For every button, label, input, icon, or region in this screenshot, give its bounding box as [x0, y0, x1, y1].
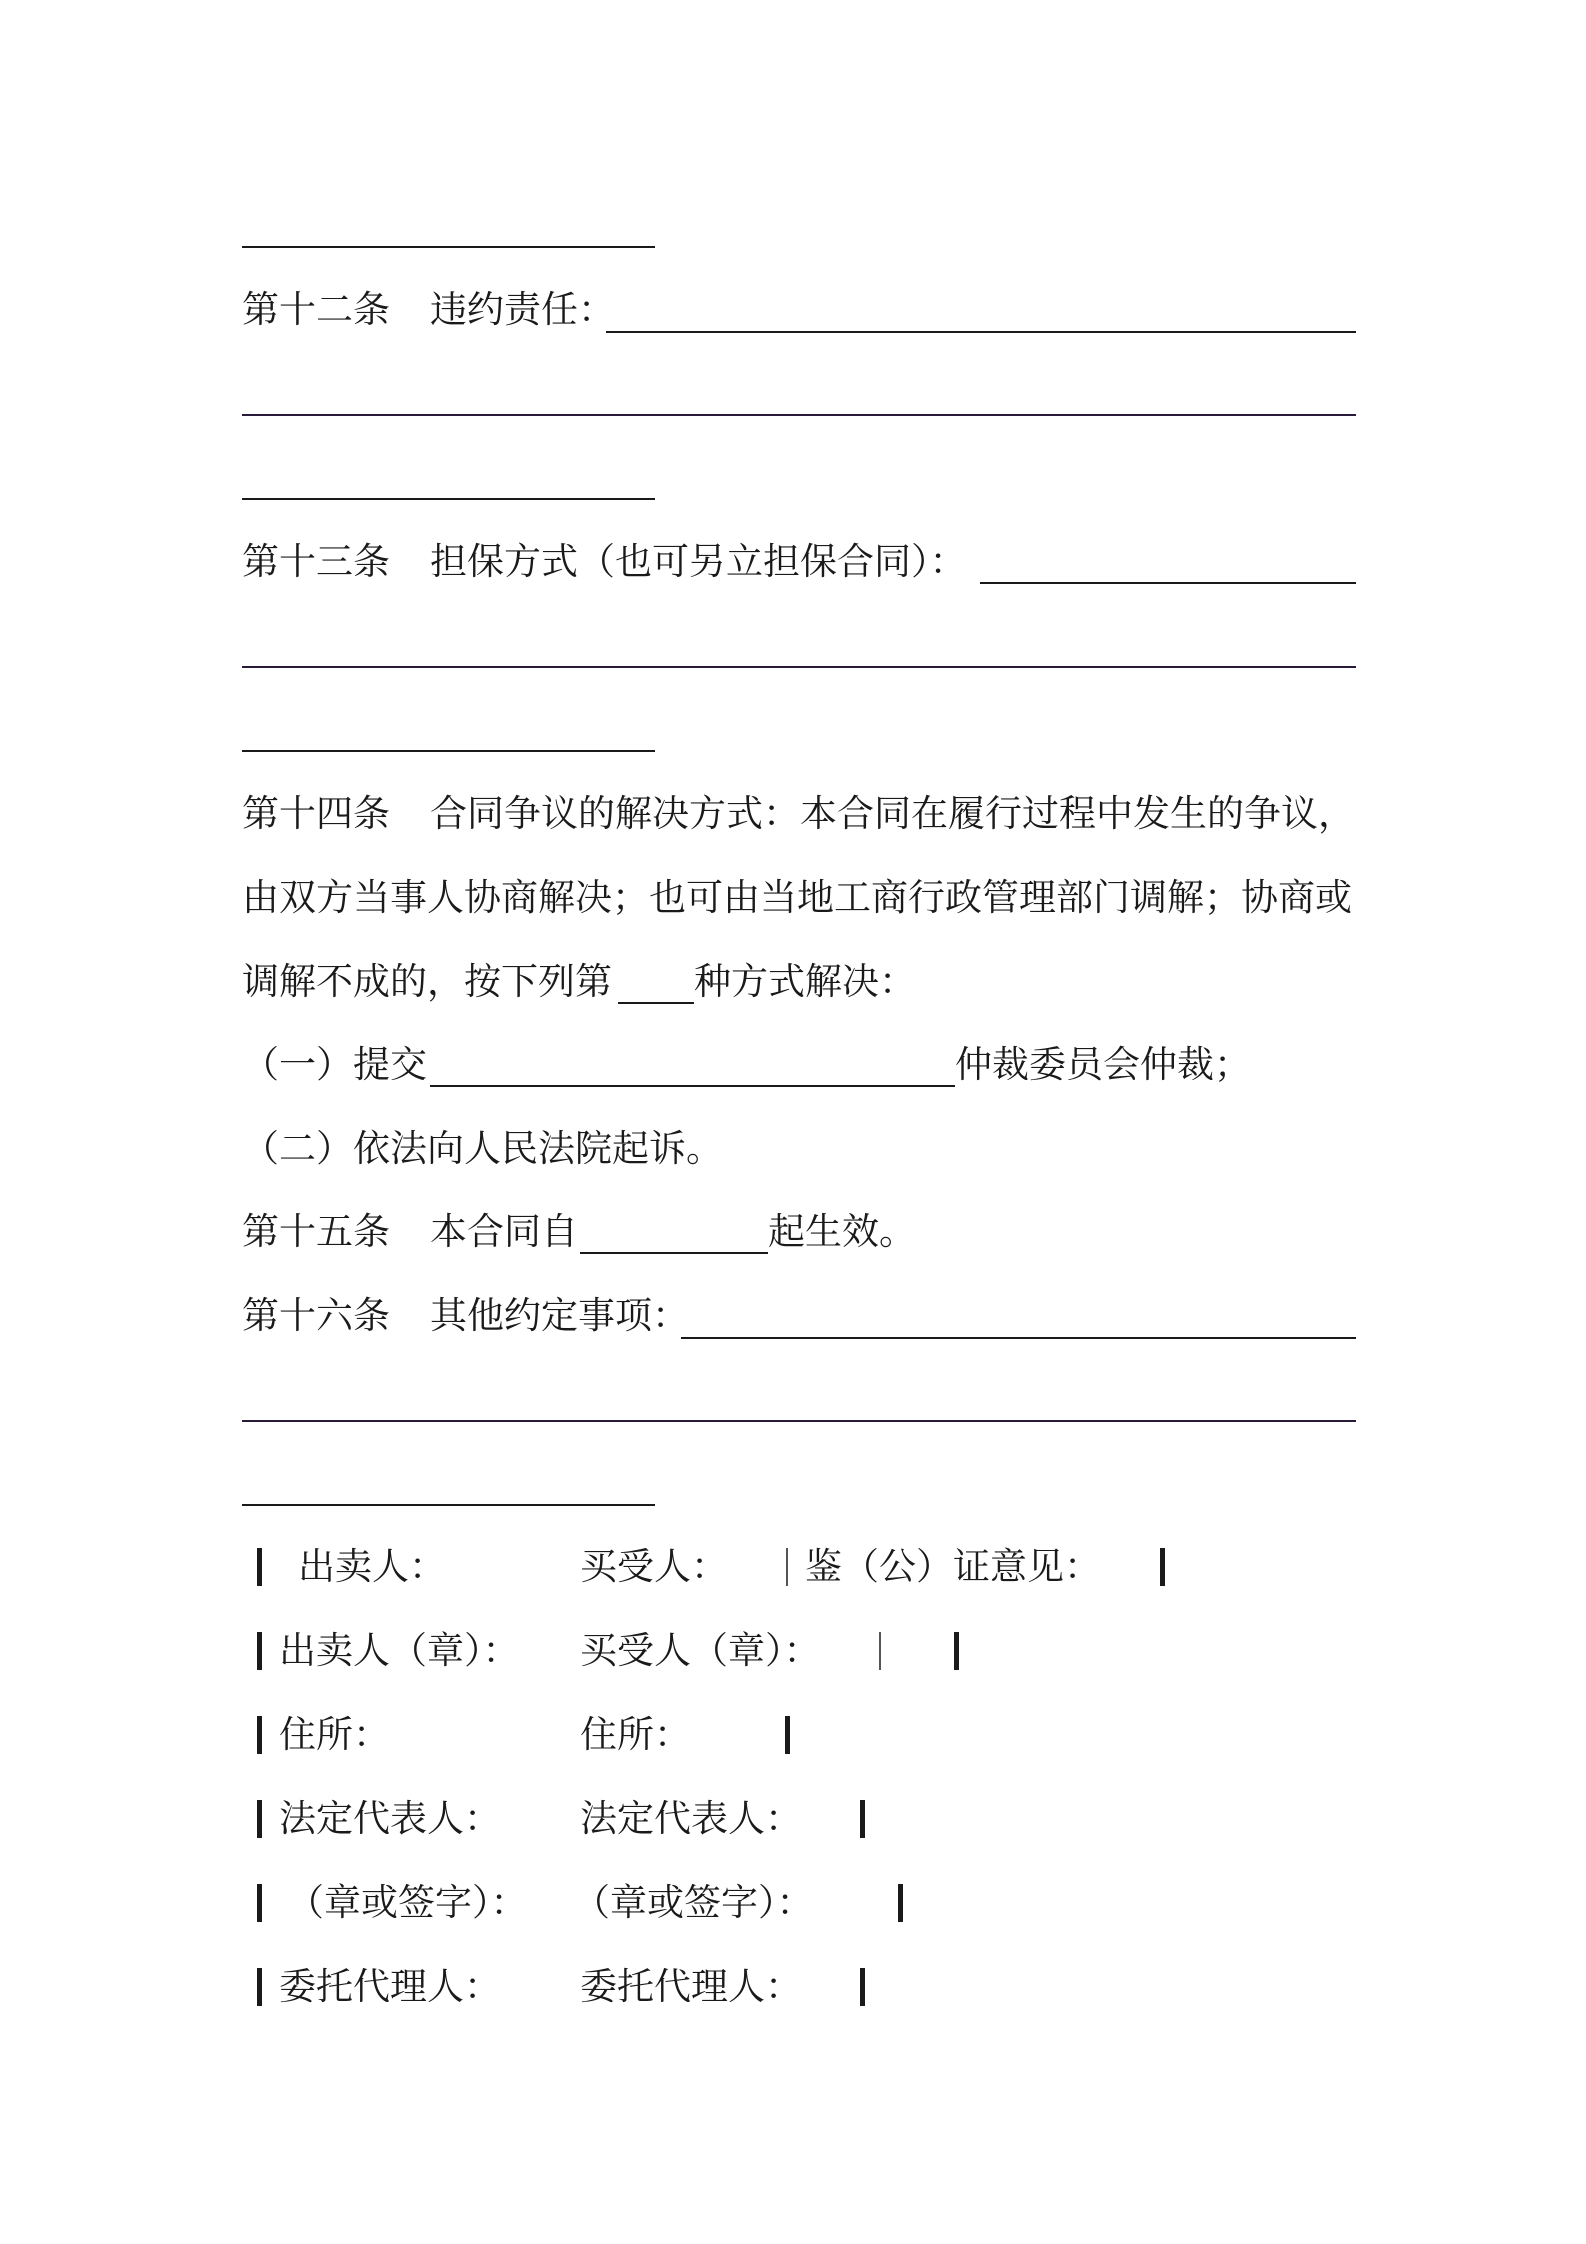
table-border	[786, 1548, 788, 1586]
article-14-line-2: 由双方当事人协商解决；也可由当地工商行政管理部门调解；协商或	[242, 876, 1352, 919]
buyer-agent-label: 委托代理人：	[580, 1965, 802, 2008]
article-12-number: 第十二条	[242, 288, 390, 331]
notary-opinion-label: 鉴（公）证意见：	[805, 1545, 1101, 1588]
article-16-blank-line-2[interactable]	[242, 1420, 1356, 1422]
article-13-blank-line-3[interactable]	[242, 750, 655, 752]
article-16-label: 其他约定事项：	[430, 1294, 689, 1337]
article-12-blank-line-2[interactable]	[242, 414, 1356, 416]
blank-line[interactable]	[242, 246, 655, 248]
seller-address-label: 住所：	[279, 1713, 390, 1756]
table-border	[257, 1884, 262, 1922]
table-border	[257, 1716, 262, 1754]
article-14-option-1-pre: （一）提交	[242, 1043, 427, 1086]
buyer-sign-label: （章或签字）：	[573, 1881, 814, 1924]
article-12-blank-line-3[interactable]	[242, 498, 655, 500]
article-15-number: 第十五条	[242, 1210, 390, 1253]
buyer-label: 买受人：	[580, 1545, 728, 1588]
article-16-blank-line-3[interactable]	[242, 1504, 655, 1506]
article-12-blank[interactable]	[606, 331, 1356, 333]
table-border	[1160, 1548, 1165, 1586]
arbitration-commission-blank[interactable]	[430, 1085, 955, 1087]
buyer-address-label: 住所：	[580, 1713, 691, 1756]
table-border	[860, 1800, 865, 1838]
article-14-line-3-pre: 调解不成的，按下列第	[242, 960, 612, 1003]
table-border	[257, 1968, 262, 2006]
seller-agent-label: 委托代理人：	[279, 1965, 501, 2008]
article-15-post: 起生效。	[768, 1210, 916, 1253]
article-13-number: 第十三条	[242, 540, 390, 583]
table-border	[785, 1716, 790, 1754]
seller-label: 出卖人：	[298, 1545, 446, 1588]
seller-representative-label: 法定代表人：	[279, 1797, 501, 1840]
article-15-pre: 本合同自	[430, 1210, 578, 1253]
article-13-blank[interactable]	[980, 582, 1356, 584]
buyer-representative-label: 法定代表人：	[580, 1797, 802, 1840]
table-border	[954, 1632, 959, 1670]
article-14-line-1: 合同争议的解决方式：本合同在履行过程中发生的争议，	[430, 792, 1355, 835]
table-border	[860, 1968, 865, 2006]
article-14-option-2: （二）依法向人民法院起诉。	[242, 1127, 723, 1170]
table-border	[898, 1884, 903, 1922]
article-16-number: 第十六条	[242, 1294, 390, 1337]
article-12-label: 违约责任：	[430, 288, 615, 331]
article-13-blank-line-2[interactable]	[242, 666, 1356, 668]
article-14-method-blank[interactable]	[618, 1002, 694, 1004]
article-14-line-3-post: 种方式解决：	[694, 960, 916, 1003]
table-border	[879, 1632, 881, 1670]
article-13-label: 担保方式（也可另立担保合同）：	[430, 540, 967, 583]
article-16-blank[interactable]	[681, 1337, 1356, 1339]
buyer-seal-label: 买受人（章）：	[580, 1629, 821, 1672]
table-border	[257, 1800, 262, 1838]
table-border	[257, 1632, 262, 1670]
seller-seal-label: 出卖人（章）：	[279, 1629, 520, 1672]
effective-date-blank[interactable]	[580, 1252, 768, 1254]
table-border	[257, 1548, 262, 1586]
article-14-option-1-post: 仲裁委员会仲裁；	[955, 1043, 1251, 1086]
article-14-number: 第十四条	[242, 792, 390, 835]
seller-sign-label: （章或签字）：	[287, 1881, 528, 1924]
